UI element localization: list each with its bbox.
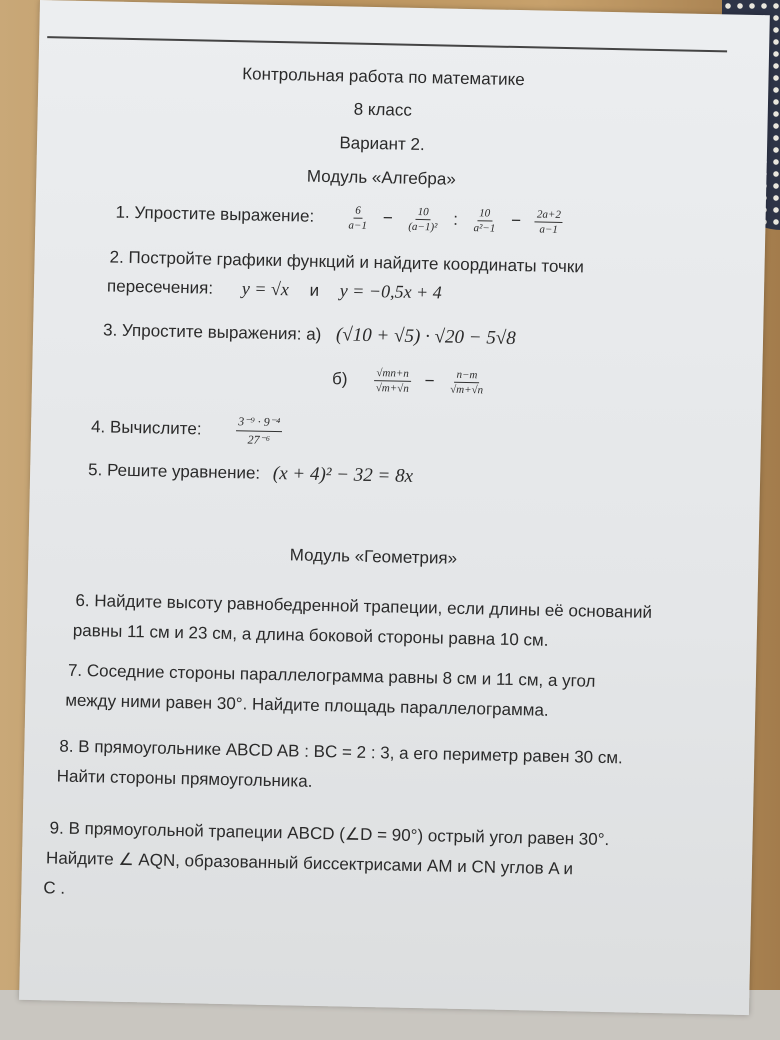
exam-title: Контрольная работа по математике bbox=[242, 64, 525, 90]
task-2-line2: пересечения: y = √x и y = −0,5x + 4 bbox=[106, 276, 442, 303]
equation-linear: y = −0,5x + 4 bbox=[339, 280, 442, 303]
expression-a: (√10 + √5) · √20 − 5√8 bbox=[335, 324, 516, 350]
task-3a: 3. Упростите выражения: а) (√10 + √5) · √20 − 5√8 bbox=[102, 320, 516, 350]
fraction-3: $\frac{10}{\text{a²−1}}$ bbox=[473, 207, 496, 235]
task-8-line1: 8. В прямоугольнике ABCD AB : BC = 2 : 3, а его периметр равен 30 см. bbox=[59, 736, 623, 768]
top-rule bbox=[47, 36, 727, 52]
equation-task-5: (x + 4)² − 32 = 8x bbox=[272, 462, 414, 487]
fraction-task-4: $\frac{\text{3⁻⁹ · 9⁻⁴}}{\text{27⁻⁶}}$ bbox=[236, 414, 283, 448]
variant-label: Вариант 2. bbox=[339, 133, 425, 155]
task-6-line2: равны 11 см и 23 см, а длина боковой стороны равна 10 см. bbox=[72, 620, 549, 650]
fraction-4: $\frac{2a+2}{a-1}$ bbox=[535, 208, 563, 236]
grade-label: 8 класс bbox=[353, 99, 413, 120]
task-1: 1. Упростите выражение: $\frac{6}{a-1}$ − $\frac{10}{\text{(a−1)²}}$ : $\frac{10}{\text{a²−1}}$ − $\frac{2a+2}{a-1}$ bbox=[115, 202, 562, 236]
fraction-b2: $\frac{n-m}{√m+√n}$ bbox=[450, 368, 484, 397]
task-7-line1: 7. Соседние стороны параллелограмма равны 8 см и 11 см, а угол bbox=[67, 660, 596, 691]
task-6-line1: 6. Найдите высоту равнобедренной трапеции, если длины её оснований bbox=[75, 590, 653, 622]
task-1-label: 1. Упростите выражение: bbox=[115, 202, 315, 226]
module-geometry-heading: Модуль «Геометрия» bbox=[289, 545, 458, 568]
task-9-line2: Найдите ∠ AQN, образованный биссектрисами AM и CN углов A и bbox=[45, 848, 574, 879]
fraction-1: $\frac{6}{a-1}$ bbox=[348, 204, 368, 232]
task-5: 5. Решите уравнение: (x + 4)² − 32 = 8x bbox=[87, 460, 414, 487]
equation-sqrt: y = √x bbox=[241, 278, 290, 300]
module-algebra-heading: Модуль «Алгебра» bbox=[306, 166, 456, 189]
fraction-2: $\frac{10}{\text{(a−1)²}}$ bbox=[408, 205, 438, 234]
task-9-line3: C . bbox=[43, 878, 66, 898]
task-2-line1: 2. Постройте графики функций и найдите координаты точки bbox=[109, 247, 585, 277]
task-3b: б) $\frac{√mn+n}{√m+√n}$ − $\frac{n-m}{√m+√n}$ bbox=[332, 366, 489, 396]
fraction-b1: $\frac{√mn+n}{√m+√n}$ bbox=[375, 367, 409, 395]
task-8-line2: Найти стороны прямоугольника. bbox=[56, 766, 313, 791]
task-9-line1: 9. В прямоугольной трапеции ABCD (∠D = 90°) острый угол равен 30°. bbox=[49, 818, 610, 850]
task-4: 4. Вычислите: $\frac{\text{3⁻⁹ · 9⁻⁴}}{\text{27⁻⁶}}$ bbox=[90, 414, 281, 447]
task-7-line2: между ними равен 30°. Найдите площадь параллелограмма. bbox=[65, 690, 549, 720]
exam-sheet bbox=[19, 0, 770, 1015]
